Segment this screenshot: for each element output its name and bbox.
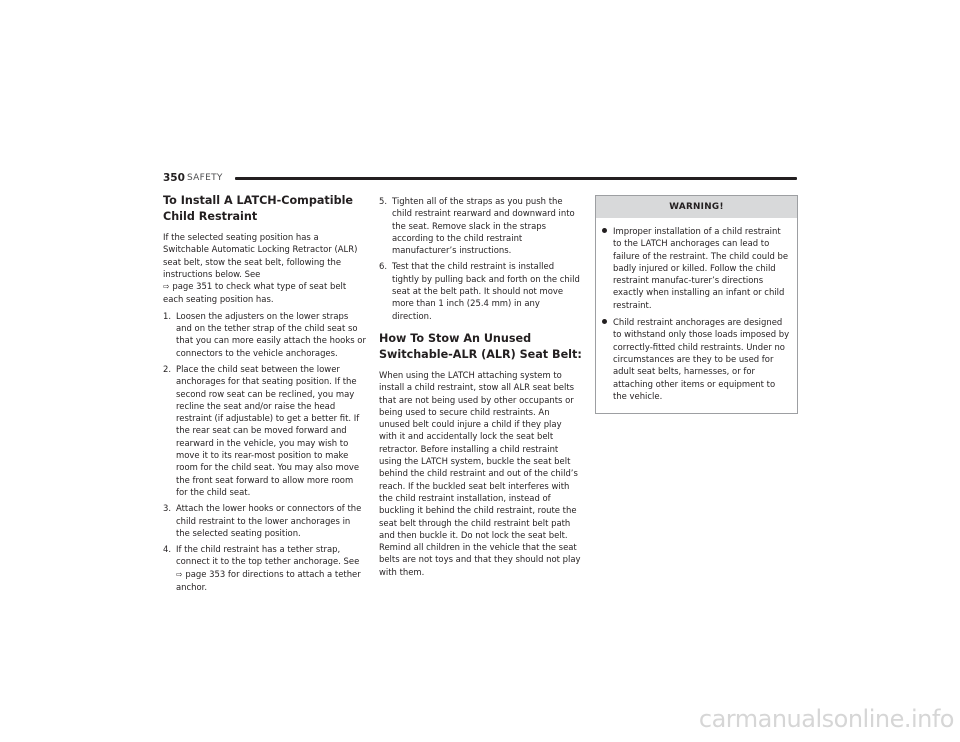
install-steps-continued xyxy=(379,195,582,322)
page-header xyxy=(163,171,797,185)
latch-install-heading: To Install A LATCH-Compatible Child Restraint xyxy=(163,194,354,223)
column-3 xyxy=(595,195,798,414)
watermark: carmanualsonline.info xyxy=(698,705,954,733)
list-item: 3. Attach the lower hooks or connectors of the child restraint to the lower anchorages in the selected seating position. xyxy=(163,503,362,538)
bullet-icon xyxy=(602,228,607,233)
stow-alr-paragraph: When using the LATCH attaching system to install a child restraint, stow all ALR seat belts that are not being used by other occupants or being used to secure child restraints. An unused belt could injure a child if they play with it and accidentally lock the seat belt retractor. Before installing a child restraint using the LATCH system, buckle the seat belt behind the child restraint and out of the child’s reach. If the buckled seat belt interferes with the child restraint installation, instead of buckling it behind the child restraint, route the seat belt through the child restraint belt path and then buckle it. Do not lock the seat belt. Remind all children in the vehicle that the seat belts are not toys and that they should not play with them. xyxy=(379,369,581,577)
step-page-ref[interactable]: page 353 for directions to attach a tether anchor. xyxy=(176,568,361,593)
install-steps xyxy=(163,310,366,594)
stow-alr-heading: How To Stow An Unused Switchable-ALR (ALR) Seat Belt: xyxy=(379,331,582,361)
column-2 xyxy=(379,195,582,582)
header-rule xyxy=(235,177,797,180)
list-item: 1. Loosen the adjusters on the lower straps and on the tether strap of the child seat so that you can more easily attach the hooks or connectors to the vehicle anchorages. xyxy=(163,310,366,358)
list-item: Improper installation of a child restraint to the LATCH anchorages can lead to failure of the restraint. The child could be badly injured or killed. Follow the child restraint manufac-turer’s directions exactly when installing an infant or child restraint. xyxy=(602,225,791,311)
warning-title: WARNING! xyxy=(596,196,797,218)
warning-list xyxy=(596,218,797,413)
section-title: SAFETY xyxy=(187,173,223,183)
list-item: 5. Tighten all of the straps as you push the child restraint rearward and downward into the seat. Remove slack in the straps according to the child restraint manufacturer’s instructions. xyxy=(379,196,575,256)
list-item: 4. If the child restraint has a tether strap, connect it to the top tether anchorage. See ⇨ page 353 for directions to attach a tether anchor. xyxy=(163,544,361,593)
list-item: 2. Place the child seat between the lower anchorages for that seating position. If the second row seat can be reclined, you may recline the seat and/or raise the head restraint (if adjustable) to get a better fit. If the rear seat can be moved forward and rearward in the vehicle, you may wish to move it to its rear-most position to make room for the child seat. You may also move the front seat forward to allow more room for the child seat. xyxy=(163,363,360,497)
intro-text: If the selected seating position has a Switchable Automatic Locking Retractor (ALR) seat belt, stow the seat belt, following the instructions below. See xyxy=(163,232,358,279)
bullet-icon xyxy=(602,319,607,324)
column-1 xyxy=(163,193,366,597)
list-item: Child restraint anchorages are designed to withstand only those loads imposed by correctly-fitted child restraints. Under no circumstances are they to be used for adult seat belts, harnesses, or for attaching other items or equipment to the vehicle. xyxy=(602,316,791,402)
arrow-ref-icon: ⇨ xyxy=(176,569,183,579)
list-item: 6. Test that the child restraint is installed tightly by pulling back and forth on the child seat at the belt path. It should not move more than 1 inch (25.4 mm) in any direction. xyxy=(379,261,580,321)
intro-paragraph xyxy=(163,231,366,306)
page-number: 350 xyxy=(163,172,185,184)
intro-page-ref[interactable]: page 351 to check what type of seat belt each seating position has. xyxy=(163,281,347,305)
arrow-ref-icon: ⇨ xyxy=(163,282,170,292)
warning-box xyxy=(595,195,798,414)
